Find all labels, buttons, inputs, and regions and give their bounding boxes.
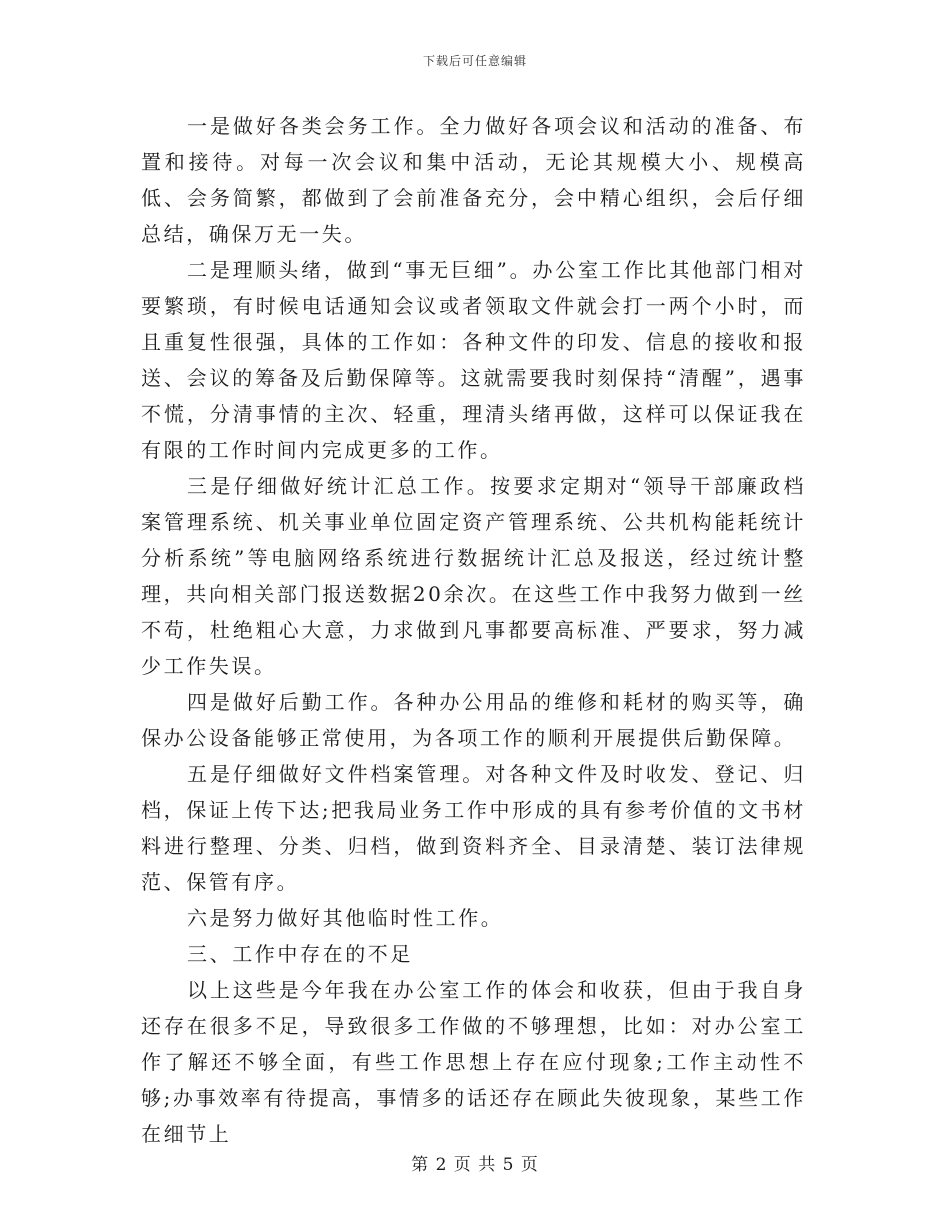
paragraph-shortcomings: 以上这些是今年我在办公室工作的体会和收获，但由于我自身还存在很多不足，导致很多工作做的不够理想，比如：对办公室工作了解还不够全面，有些工作思想上存在应付现象;工作主动性不够;办事效率有待提高，事情多的话还存在顾此失彼现象，某些工作在细节上 — [141, 978, 806, 1146]
paragraph-organize-tasks: 二是理顺头绪，做到“事无巨细”。办公室工作比其他部门相对要繁琐，有时候电话通知会议或者领取文件就会打一两个小时，而且重复性很强，具体的工作如：各种文件的印发、信息的接收和报送、会议的筹备及后勤保障等。这就需要我时刻保持“清醒”，遇事不慌，分清事情的主次、轻重，理清头绪再做，这样可以保证我在有限的工作时间内完成更多的工作。 — [141, 258, 806, 462]
page-header-note: 下载后可任意编辑 — [422, 54, 527, 68]
paragraph-logistics-work: 四是做好后勤工作。各种办公用品的维修和耗材的购买等，确保办公设备能够正常使用，为各项工作的顺利开展提供后勤保障。 — [141, 690, 806, 750]
paragraph-temporary-work: 六是努力做好其他临时性工作。 — [187, 906, 504, 930]
document-body — [141, 108, 806, 1152]
paragraph-meeting-work: 一是做好各类会务工作。全力做好各项会议和活动的准备、布置和接待。对每一次会议和集中活动，无论其规模大小、规模高低、会务简繁，都做到了会前准备充分，会中精心组织，会后仔细总结，确保万无一失。 — [141, 114, 806, 246]
paragraph-statistics-work: 三是仔细做好统计汇总工作。按要求定期对“领导干部廉政档案管理系统、机关事业单位固定资产管理系统、公共机构能耗统计分析系统”等电脑网络系统进行数据统计汇总及报送，经过统计整理，共向相关部门报送数据20余次。在这些工作中我努力做到一丝不苟，杜绝粗心大意，力求做到凡事都要高标准、严要求，努力减少工作失误。 — [141, 474, 806, 678]
paragraph-archive-management: 五是仔细做好文件档案管理。对各种文件及时收发、登记、归档，保证上传下达;把我局业务工作中形成的具有参考价值的文书材料进行整理、分类、归档，做到资料齐全、目录清楚、装订法律规范、保管有序。 — [141, 762, 806, 894]
section-heading-shortcomings: 三、工作中存在的不足 — [187, 942, 413, 966]
page-number: 第 2 页 共 5 页 — [411, 1155, 539, 1175]
